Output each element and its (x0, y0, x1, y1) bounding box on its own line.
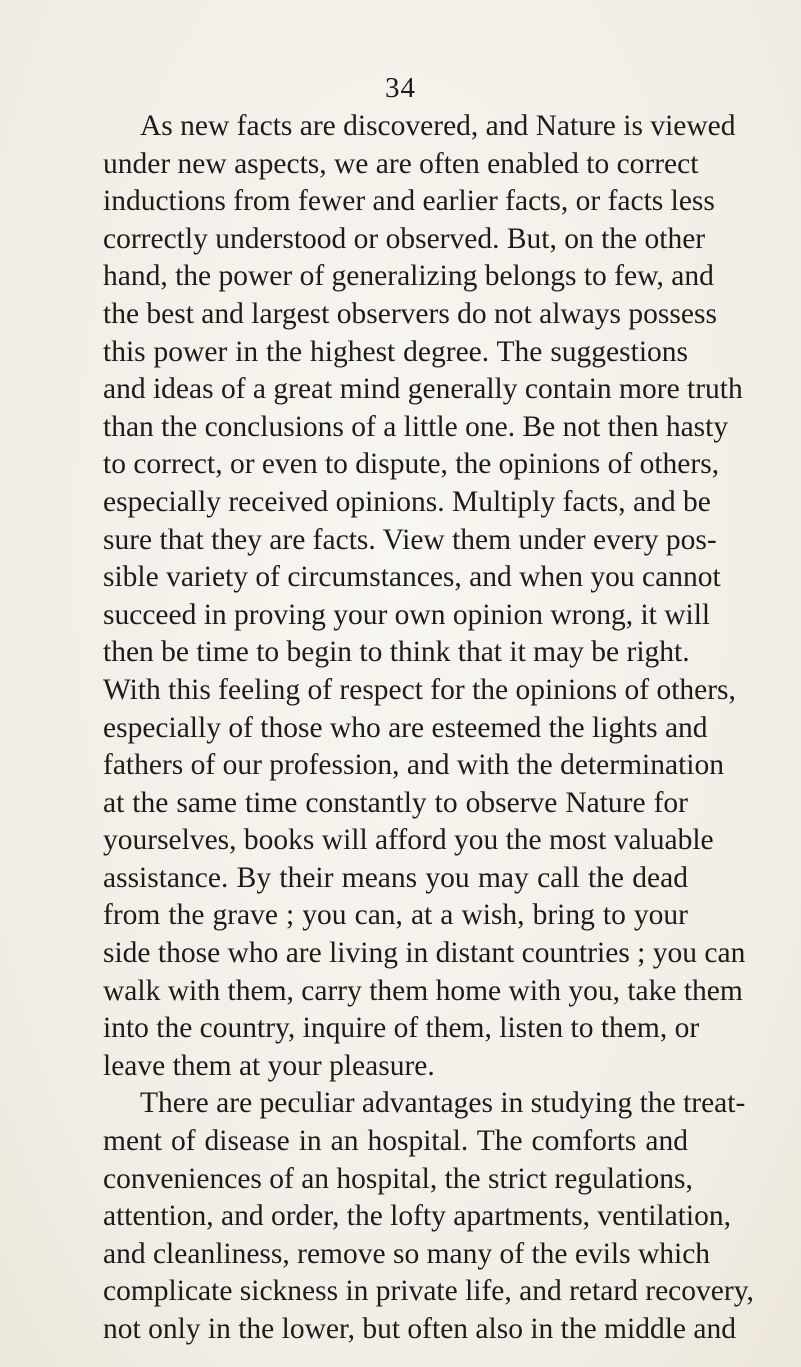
text-line: assistance. By their means you may call the dead (103, 861, 688, 894)
text-line: conveniences of an hospital, the strict regulations, (103, 1162, 693, 1195)
text-line: succeed in proving your own opinion wrong, it will (103, 598, 711, 631)
text-line: sible variety of circumstances, and when you cannot (103, 561, 721, 594)
text-line: side those who are living in distant countries ; you can (103, 937, 746, 970)
text-line: With this feeling of respect for the opinions of others, (103, 673, 736, 706)
text-line: and ideas of a great mind generally contain more truth (103, 373, 743, 406)
text-line: especially received opinions. Multiply facts, and be (103, 485, 711, 518)
text-line: than the conclusions of a little one. Be not then hasty (103, 410, 729, 443)
text-line: under new aspects, we are often enabled to correct (103, 147, 699, 180)
text-line: the best and largest observers do not always possess (103, 297, 717, 330)
page-number: 34 (385, 72, 416, 104)
text-line: from the grave ; you can, at a wish, bring to your (103, 899, 688, 932)
text-line: especially of those who are esteemed the lights and (103, 711, 708, 744)
text-line: correctly understood or observed. But, on the other (103, 222, 706, 255)
text-line: attention, and order, the lofty apartments, ventilation, (103, 1200, 731, 1233)
text-line: to correct, or even to dispute, the opinions of others, (103, 448, 720, 481)
text-line: then be time to begin to think that it may be right. (103, 636, 690, 669)
text-line: inductions from fewer and earlier facts, or facts less (103, 185, 715, 218)
text-line: fathers of our profession, and with the determination (103, 749, 724, 782)
text-line: hand, the power of generalizing belongs to few, and (103, 260, 714, 293)
text-line: this power in the highest degree. The suggestions (103, 335, 688, 368)
text-line: As new facts are discovered, and Nature is viewed (140, 110, 736, 142)
text-line: not only in the lower, but often also in the middle and (103, 1313, 736, 1345)
text-line: sure that they are facts. View them under every pos- (103, 523, 717, 556)
text-line: complicate sickness in private life, and retard recovery, (103, 1275, 754, 1308)
text-line: ment of disease in an hospital. The comforts and (103, 1125, 688, 1158)
text-line: There are peculiar advantages in studying the treat- (140, 1087, 746, 1120)
text-line: leave them at your pleasure. (103, 1049, 435, 1082)
text-line: into the country, inquire of them, listen to them, or (103, 1012, 700, 1045)
text-line: and cleanliness, remove so many of the evils which (103, 1237, 711, 1270)
body-text (103, 108, 754, 1349)
text-line: walk with them, carry them home with you, take them (103, 974, 743, 1007)
text-line: yourselves, books will afford you the most valuable (103, 824, 714, 857)
text-line: at the same time constantly to observe Nature for (103, 786, 688, 819)
